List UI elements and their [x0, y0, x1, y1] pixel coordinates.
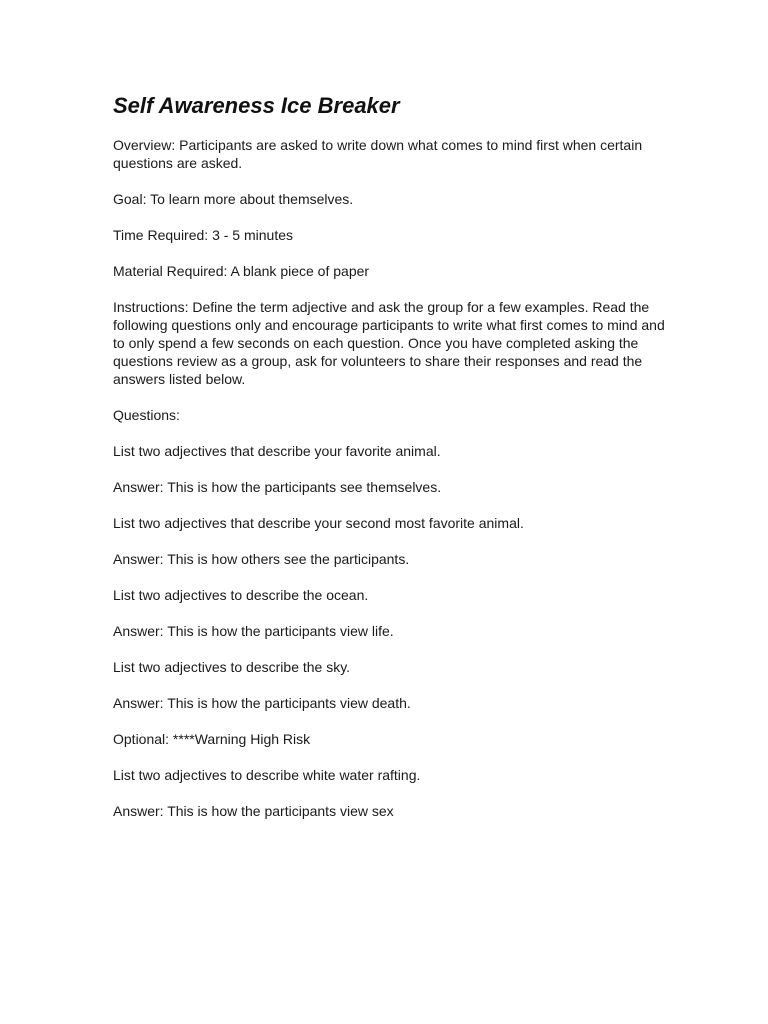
question-1: List two adjectives that describe your favorite animal.: [113, 443, 441, 459]
document-title: Self Awareness Ice Breaker: [113, 93, 400, 118]
answer-2: Answer: This is how others see the participants.: [113, 551, 410, 567]
question-4: List two adjectives to describe the sky.: [113, 659, 351, 675]
document-body: [113, 92, 673, 838]
material-required-paragraph: Material Required: A blank piece of paper: [113, 263, 370, 279]
instructions-paragraph: Instructions: Define the term adjective and ask the group for a few examples. Read the following questions only and encourage participants to write what first comes to mind and to only spend a few seconds on each question. Once you have completed asking the questions review as a group, ask for volunteers to share their responses and read the answers listed below.: [113, 299, 665, 387]
question-5: List two adjectives to describe white water rafting.: [113, 767, 421, 783]
question-2: List two adjectives that describe your second most favorite animal.: [113, 515, 524, 531]
optional-warning: Optional: ****Warning High Risk: [113, 731, 311, 747]
time-required-paragraph: Time Required: 3 - 5 minutes: [113, 227, 293, 243]
answer-1: Answer: This is how the participants see themselves.: [113, 479, 442, 495]
answer-5: Answer: This is how the participants view sex: [113, 803, 394, 819]
answer-3: Answer: This is how the participants view life.: [113, 623, 394, 639]
question-3: List two adjectives to describe the ocean.: [113, 587, 369, 603]
overview-paragraph: Overview: Participants are asked to write down what comes to mind first when certain questions are asked.: [113, 137, 643, 171]
answer-4: Answer: This is how the participants view death.: [113, 695, 411, 711]
goal-paragraph: Goal: To learn more about themselves.: [113, 191, 354, 207]
questions-heading: Questions:: [113, 407, 180, 423]
